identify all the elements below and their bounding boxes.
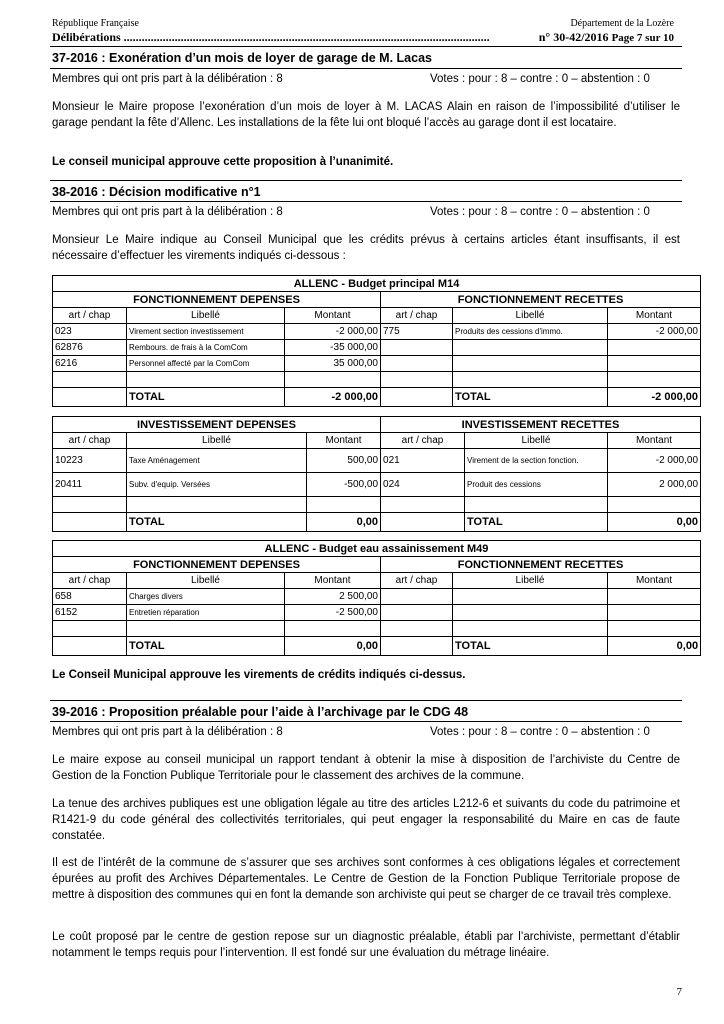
cell-mont (608, 621, 701, 637)
cell-mont (608, 497, 701, 513)
sec39-paragraph-4: Le coût proposé par le centre de gestion repose sur un diagnostic préalable, établi par l’archiviste, permettant d’établir notamment le temps requis pour l’intervention. Il est fondé sur une évaluation du métrage linéaire. (52, 931, 680, 959)
cell-lib: Personnel affecté par la ComCom (127, 356, 285, 372)
header-left-top: République Française (52, 18, 139, 29)
col-lib: Libellé (453, 573, 608, 589)
cell-mont (285, 372, 381, 388)
sec37-members: Membres qui ont pris part à la délibération : 8 (52, 73, 283, 85)
total-right: -2 000,00 (608, 388, 701, 407)
cell-lib (453, 621, 608, 637)
cell-mont: -500,00 (307, 473, 381, 497)
cell-mont (307, 497, 381, 513)
sec37-title: 37-2016 : Exonération d’un mois de loyer de garage de M. Lacas (52, 51, 432, 65)
total-label: TOTAL (453, 637, 608, 656)
cell-mont: 500,00 (307, 449, 381, 473)
table-row (53, 621, 701, 637)
cell-mont (285, 621, 381, 637)
table-row (53, 340, 701, 356)
cell-mont: 2 000,00 (608, 473, 701, 497)
sec38-members: Membres qui ont pris part à la délibération : 8 (52, 206, 283, 218)
cell-mont: -2 000,00 (608, 324, 701, 340)
cell-lib (453, 372, 608, 388)
cell-art: 658 (53, 589, 127, 605)
cell-mont (608, 589, 701, 605)
cell-art: 023 (53, 324, 127, 340)
cell-lib: Virement section investissement (127, 324, 285, 340)
table-right-head: FONCTIONNEMENT RECETTES (381, 557, 701, 573)
col-art: art / chap (53, 573, 127, 589)
total-label: TOTAL (453, 388, 608, 407)
total-label: TOTAL (465, 513, 608, 532)
col-lib: Libellé (453, 308, 608, 324)
total-left: 0,00 (307, 513, 381, 532)
page-number: 7 (676, 986, 682, 998)
table-row (53, 356, 701, 372)
total-right: 0,00 (608, 637, 701, 656)
cell-lib: Rembours. de frais à la ComCom (127, 340, 285, 356)
header-right-top: Département de la Lozère (570, 18, 674, 29)
header-page-info: Page 7 sur 10 (611, 32, 674, 44)
table-left-head: FONCTIONNEMENT DEPENSES (53, 292, 381, 308)
cell-art (381, 356, 453, 372)
cell-mont (608, 372, 701, 388)
cell-lib: Virement de la section fonction. (465, 449, 608, 473)
header-rule (50, 46, 682, 47)
header-ref-number: n° 30-42/2016 (538, 30, 609, 44)
cell-mont: 35 000,00 (285, 356, 381, 372)
cell-mont: -35 000,00 (285, 340, 381, 356)
table-left-head: INVESTISSEMENT DEPENSES (53, 417, 381, 433)
cell-art (381, 340, 453, 356)
cell-mont: -2 000,00 (285, 324, 381, 340)
cell-art: 021 (381, 449, 465, 473)
table-title: ALLENC - Budget eau assainissement M49 (53, 541, 701, 557)
cell-art: 024 (381, 473, 465, 497)
total-right: 0,00 (608, 513, 701, 532)
cell-art: 20411 (53, 473, 127, 497)
cell-art (53, 497, 127, 513)
cell-lib (453, 589, 608, 605)
sec37-rule (50, 68, 682, 69)
col-lib: Libellé (127, 573, 285, 589)
cell-lib (127, 372, 285, 388)
cell-art: 6216 (53, 356, 127, 372)
table-row (53, 324, 701, 340)
table-row (53, 497, 701, 513)
cell-lib (453, 356, 608, 372)
cell-lib: Subv. d'equip. Versées (127, 473, 307, 497)
cell-art: 775 (381, 324, 453, 340)
total-label: TOTAL (127, 388, 285, 407)
sec38-title: 38-2016 : Décision modificative n°1 (52, 185, 261, 199)
sec37-conclusion: Le conseil municipal approuve cette proposition à l’unanimité. (52, 156, 394, 168)
col-mont: Montant (608, 433, 701, 449)
col-mont: Montant (307, 433, 381, 449)
col-art: art / chap (381, 573, 453, 589)
cell-lib: Entretien réparation (127, 605, 285, 621)
table-title: ALLENC - Budget principal M14 (53, 276, 701, 292)
col-mont: Montant (285, 308, 381, 324)
total-row (53, 388, 701, 407)
cell-lib: Taxe Aménagement (127, 449, 307, 473)
total-row (53, 637, 701, 656)
sec37-votes: Votes : pour : 8 – contre : 0 – abstention : 0 (430, 73, 650, 85)
sec38-conclusion: Le Conseil Municipal approuve les virements de crédits indiqués ci-dessus. (52, 669, 466, 681)
header-deliberations: Délibérations .......................................................................................................................... (52, 30, 490, 44)
total-left: 0,00 (285, 637, 381, 656)
sec38-paragraph: Monsieur Le Maire indique au Conseil Municipal que les crédits prévus à certains articles étant insuffisants, il est nécessaire d’effectuer les virements indiqués ci-dessous : (52, 234, 680, 262)
cell-lib (127, 497, 307, 513)
cell-art (381, 621, 453, 637)
col-art: art / chap (53, 433, 127, 449)
cell-lib (453, 605, 608, 621)
budget-table-investissement (52, 416, 701, 532)
cell-lib (465, 497, 608, 513)
cell-mont (608, 605, 701, 621)
col-mont: Montant (608, 308, 701, 324)
cell-mont: -2 500,00 (285, 605, 381, 621)
cell-mont: -2 000,00 (608, 449, 701, 473)
col-mont: Montant (608, 573, 701, 589)
cell-art (381, 372, 453, 388)
table-row (53, 473, 701, 497)
sec39-rule (50, 721, 682, 722)
sec38-votes: Votes : pour : 8 – contre : 0 – abstention : 0 (430, 206, 650, 218)
table-row (53, 605, 701, 621)
col-art: art / chap (53, 308, 127, 324)
table-row (53, 449, 701, 473)
table-row (53, 589, 701, 605)
col-art: art / chap (381, 308, 453, 324)
sec39-paragraph-3: Il est de l’intérêt de la commune de s’assurer que ses archives sont conformes à ces obligations légales et correctement épurées au profit des Archives Départementales. Le Centre de Gestion de la Fonction Publique Territoriale propose de mettre à disposition des communes qui en font la demande son archiviste qui peut se charger de ce travail très complexe. (52, 857, 680, 901)
table-right-head: INVESTISSEMENT RECETTES (381, 417, 701, 433)
sec39-top-rule (50, 700, 682, 701)
sec39-paragraph-2: La tenue des archives publiques est une obligation légale au titre des articles L212-6 et suivants du code du patrimoine et R1421-9 du code général des collectivités territoriales, qui peut engager la responsabilité du Maire en cas de faute constatée. (52, 798, 680, 842)
col-lib: Libellé (127, 433, 307, 449)
col-lib: Libellé (465, 433, 608, 449)
cell-art (381, 589, 453, 605)
cell-mont (608, 340, 701, 356)
total-row (53, 513, 701, 532)
sec37-paragraph: Monsieur le Maire propose l’exonération d’un mois de loyer à M. LACAS Alain en raison de l’impossibilité d’utiliser le garage pendant la fête d’Allenc. Les installations de la fête lui ont bloqué l’accès au garage dont il est locataire. (52, 101, 680, 129)
cell-lib (453, 340, 608, 356)
cell-art (53, 621, 127, 637)
sec38-rule (50, 201, 682, 202)
cell-lib: Charges divers (127, 589, 285, 605)
sec39-members: Membres qui ont pris part à la délibération : 8 (52, 726, 283, 738)
cell-art (381, 497, 465, 513)
budget-table-m49 (52, 540, 701, 656)
table-left-head: FONCTIONNEMENT DEPENSES (53, 557, 381, 573)
sec39-title: 39-2016 : Proposition préalable pour l’aide à l’archivage par le CDG 48 (52, 705, 469, 719)
cell-art: 62876 (53, 340, 127, 356)
total-label: TOTAL (127, 513, 307, 532)
table-right-head: FONCTIONNEMENT RECETTES (381, 292, 701, 308)
cell-mont (608, 356, 701, 372)
sec39-votes: Votes : pour : 8 – contre : 0 – abstention : 0 (430, 726, 650, 738)
sec38-top-rule (50, 180, 682, 181)
cell-lib: Produit des cessions (465, 473, 608, 497)
col-lib: Libellé (127, 308, 285, 324)
total-label: TOTAL (127, 637, 285, 656)
table-row (53, 372, 701, 388)
cell-lib (127, 621, 285, 637)
cell-lib: Produits des cessions d'immo. (453, 324, 608, 340)
cell-mont: 2 500,00 (285, 589, 381, 605)
col-art: art / chap (381, 433, 465, 449)
cell-art: 6152 (53, 605, 127, 621)
col-mont: Montant (285, 573, 381, 589)
header-ref (539, 30, 674, 45)
cell-art (381, 605, 453, 621)
sec39-paragraph-1: Le maire expose au conseil municipal un rapport tendant à obtenir la mise à disposition de l’archiviste du Centre de Gestion de la Fonction Publique Territoriale pour le classement des archives de la commune. (52, 754, 680, 782)
total-left: -2 000,00 (285, 388, 381, 407)
budget-table-m14 (52, 275, 701, 407)
cell-art (53, 372, 127, 388)
cell-art: 10223 (53, 449, 127, 473)
